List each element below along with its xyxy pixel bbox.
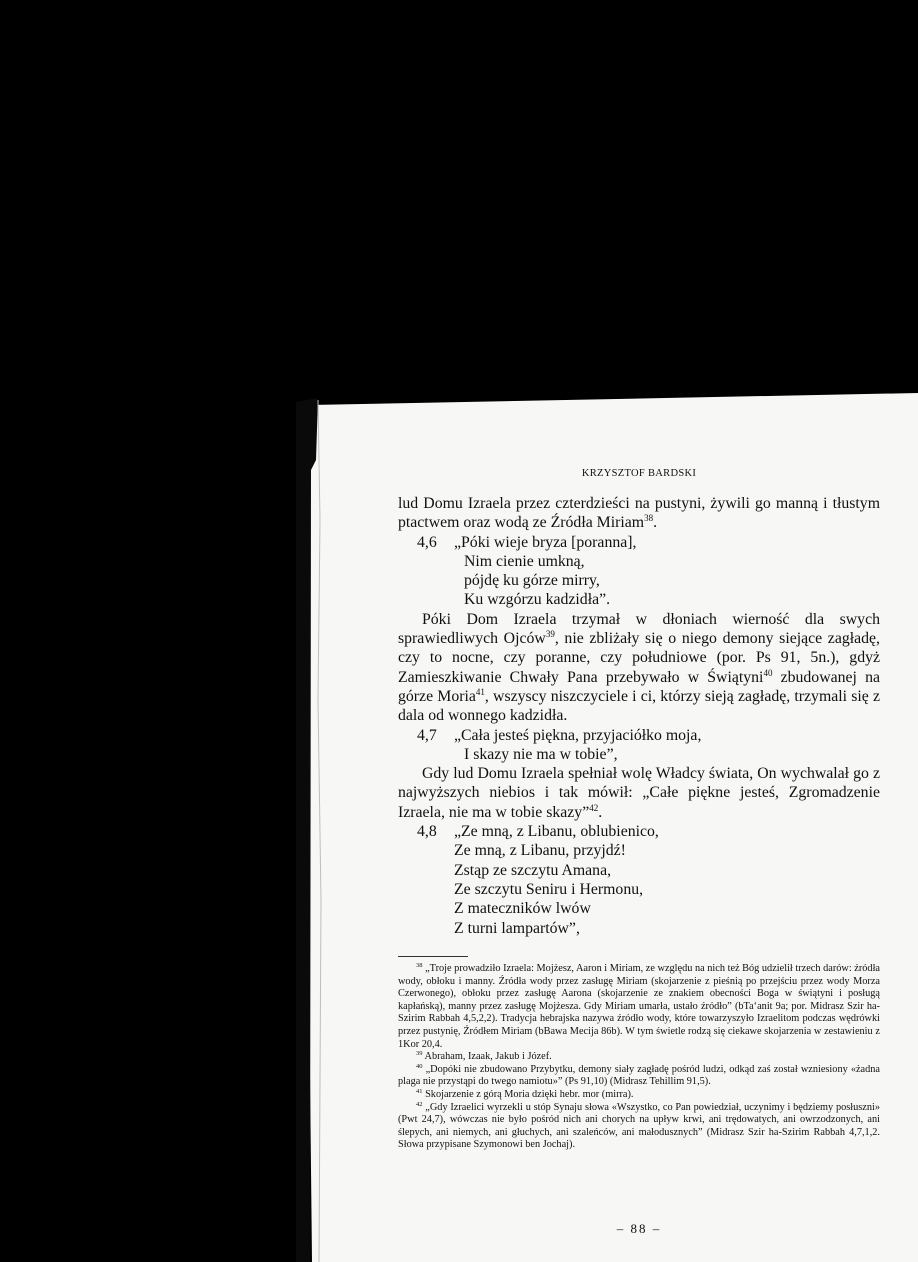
main-text <box>398 494 880 938</box>
verse-line: Ze szczytu Seniru i Hermonu, <box>454 880 644 898</box>
footnote-ref-38: 38 <box>644 513 654 524</box>
footnote-39: $^{39}$ Abraham, Izaak, Jakub i Józef. <box>416 1050 552 1063</box>
paragraph-3: Gdy lud Domu Izraela spełniał wolę Władcy świata, On wychwalał go z najwyższych niebios i tak mówił: „Całe piękne jesteś, Zgromadzenie Izraela, nie ma w tobie skazy”$^{42}$. <box>398 765 880 821</box>
verse-line: Nim cienie umkną, <box>464 552 585 570</box>
verse-4-7 <box>398 726 880 765</box>
verse-line: Z turni lampartów”, <box>454 919 580 937</box>
page-number: – 88 – <box>616 1221 662 1236</box>
footnote-rule <box>398 956 468 957</box>
verse-number: 4,6 <box>417 533 437 551</box>
verse-line: I skazy nie ma w tobie”, <box>464 745 618 763</box>
verse-number: 4,7 <box>417 726 437 744</box>
verse-line: Ku wzgórzu kadzidła”. <box>464 591 611 609</box>
footnotes <box>398 963 880 1152</box>
footnote-number: 39 <box>416 1050 423 1058</box>
paragraph-1: lud Domu Izraela przez czterdzieści na pustyni, żywili go manną i tłustym ptactwem oraz wodą ze Źródła Miriam$^{38}$. <box>398 495 880 532</box>
paragraph-2: Póki Dom Izraela trzymał w dłoniach wierność dla swych sprawiedliwych Ojców$^{39}$, nie zbliżały się o niego demony siejące zagładę, czy to nocne, czy poranne, czy południowe (por. Ps 91, 5n.), gdyż Zamieszkiwanie Chwały Pana przebywało w Świątyni$^{40}$ zbudowanej na górze Moria$^{41}$, wszyscy niszczyciele i ci, którzy sieją zagładę, trzymali się z dala od wonnego kadzidła. <box>398 610 880 725</box>
verse-number: 4,8 <box>417 823 437 841</box>
verse-line: „Póki wieje bryza [poranna], <box>454 533 637 551</box>
verse-line: Zstąp ze szczytu Amana, <box>454 861 612 879</box>
footnote-number: 40 <box>416 1062 423 1070</box>
footnote-ref-42: 42 <box>589 802 599 813</box>
footnote-number: 38 <box>416 962 423 969</box>
footnote-ref-41: 41 <box>475 686 485 697</box>
verse-line: pójdę ku górze mirry, <box>464 572 600 590</box>
verse-4-8 <box>398 822 880 938</box>
verse-line: Z mateczników lwów <box>454 900 591 918</box>
footnote-42: $^{42}$ „Gdy Izraelici wyrzekli u stóp Synaju słowa «Wszystko, co Pan powiedział, uczynimy i będziemy posłuszni» (Pwt 24,7), wówczas nie było pośród nich ani chorych na upływ krwi, ani trędowatych, ani owrzodzonych, ani ślepych, ani niemych, ani głuchych, ani szaleńców, ani małodusznych” (Midrasz Szir ha-Szirim Rabbah 4,7,1,2. Słowa przypisane Szymonowi ben Jochaj). <box>398 1100 881 1151</box>
footnote-ref-40: 40 <box>763 667 773 678</box>
verse-line: „Ze mną, z Libanu, oblubienico, <box>454 823 659 841</box>
footnote-38: $^{38}$ „Troje prowadziło Izraela: Mojżesz, Aaron i Miriam, ze względu na nich też Bóg udzielił trzech darów: źródła wody, obłoku i manny. Źródła wody przez zasługę Miriam (skojarzenie z pieśnią po przejściu przez wody Morza Czerwonego), obłoku przez zasługę Aarona (skojarzenie ze znakiem obecności Boga w świątyni i posługą kapłańską), manny przez zasługę Mojżesza. Gdy Miriam umarła, ustało źródło” (bTa‘anit 9a; por. Midrasz Szir ha-Szirim Rabbah 4,5,2,2). Tradycja hebrajska nazywa źródło wody, które towarzyszyło Izraelitom podczas wędrówki przez pustynię, Źródłem Miriam (bBawa Mecija 86b). W tym świetle rodzą się ciekawe skojarzenia w zestawieniu z 1Kor 20,4. <box>398 962 880 1050</box>
footnote-number: 42 <box>416 1100 423 1108</box>
footnote-ref-39: 39 <box>545 629 555 640</box>
footnote-41: $^{41}$ Skojarzenie z górą Moria dzięki hebr. mor (mirra). <box>416 1087 634 1100</box>
verse-4-6 <box>398 533 880 610</box>
footnote-number: 41 <box>416 1087 423 1095</box>
verse-line: „Cała jesteś piękna, przyjaciółko moja, <box>454 726 702 744</box>
verse-line: Ze mną, z Libanu, przyjdź! <box>454 842 626 860</box>
footnote-40: $^{40}$ „Dopóki nie zbudowano Przybytku, demony siały zagładę pośród ludzi, odkąd zaś został wzniesiony «żadna plaga nie przystąpi do twego namiotu»” (Ps 91,10) (Midrasz Tehillim 91,5). <box>398 1062 880 1088</box>
running-header: KRZYSZTOF BARDSKI <box>581 468 697 479</box>
